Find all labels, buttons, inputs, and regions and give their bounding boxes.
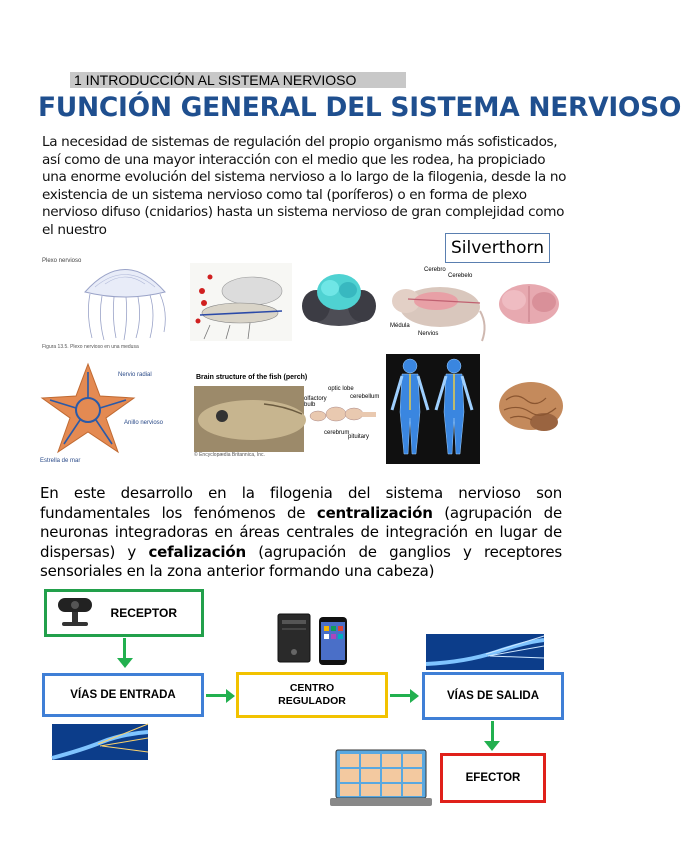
intro-line: el nuestro <box>42 221 107 238</box>
computer-tower-icon <box>276 612 312 664</box>
rat-label: Cerebelo <box>448 273 473 279</box>
term-cephalization: cefalización <box>148 542 246 561</box>
jellyfish-caption: Figura 13.5. Plexo nervioso en una medusa <box>42 344 139 350</box>
fish-brain-label: pituitary <box>348 434 370 440</box>
regulator-label: CENTRO <box>289 682 335 694</box>
jellyfish-label: Plexo nervioso <box>42 258 82 264</box>
insect-figure <box>190 263 292 341</box>
rat-label: Cerebro <box>424 267 446 273</box>
arrowhead <box>410 689 419 703</box>
intro-paragraph <box>42 134 570 239</box>
human-brain-figure <box>496 378 566 438</box>
fish-brain-label: optic lobe <box>328 386 354 392</box>
human-body-illustration <box>386 354 480 464</box>
intro-line: La necesidad de sistemas de regulación del propio organismo más sofisticados, <box>42 134 558 150</box>
insect-illustration <box>190 263 292 341</box>
fish-brain-label: cerebrum <box>324 430 350 436</box>
intro-line: una enorme evolución del sistema nervioso a lo largo de la filogenia, desde la no <box>42 169 567 185</box>
arrowhead <box>226 689 235 703</box>
regulator-label: REGULADOR <box>278 695 346 707</box>
brain-model-figure <box>298 268 380 330</box>
mammal-brain-illustration <box>496 278 562 332</box>
arrow-receptor-down <box>123 638 126 660</box>
fiber-optic-image <box>52 724 148 760</box>
rat-label: Médula <box>390 323 410 329</box>
starfish-label: Anillo nervioso <box>124 420 164 426</box>
rat-figure <box>388 263 492 343</box>
effector-label: EFECTOR <box>465 772 521 784</box>
arrow-regulator-to-output <box>390 694 412 697</box>
mammal-brain-figure <box>496 278 562 332</box>
fish-brain-title: Brain structure of the fish (perch) <box>196 374 308 381</box>
human-brain-illustration <box>496 378 566 438</box>
fish-brain-label: olfactory bulb <box>304 396 327 408</box>
arrowhead <box>117 658 133 668</box>
page-title: FUNCIÓN GENERAL DEL SISTEMA NERVIOSO <box>38 92 681 123</box>
rat-label: Nervios <box>418 331 439 337</box>
fish-brain-figure <box>190 372 380 460</box>
development-text: En este desarrollo en la filogenia del sistema nervioso son fundamentales los fenómenos de <box>40 484 562 522</box>
intro-line: existencia de un sistema nervioso como tal (poríferos) o en forma de plexo <box>42 186 527 203</box>
section-header: 1 INTRODUCCIÓN AL SISTEMA NERVIOSO <box>70 72 406 88</box>
smartphone-icon <box>318 616 348 666</box>
fish-illustration <box>194 386 304 452</box>
development-text: (agrupación de neuronas integradoras en áreas centrales de integración en lugar de dispersas) y <box>40 503 562 561</box>
intro-line: así como de una mayor interacción con el medio que les rodea, ha propiciado <box>42 151 546 168</box>
arrowhead <box>484 741 500 751</box>
receptor-label: RECEPTOR <box>110 606 177 620</box>
intro-line: nervioso difuso (cnidarios) hasta un sistema nervioso de gran complejidad como <box>42 204 565 220</box>
source-label: Silverthorn <box>445 233 550 263</box>
fish-brain-label: cerebellum <box>350 394 380 400</box>
starfish-caption: Estrella de mar <box>40 458 81 464</box>
output-pathways-label: VÍAS DE SALIDA <box>446 690 539 702</box>
brain-model-illustration <box>298 268 380 330</box>
arrow-input-to-regulator <box>206 694 228 697</box>
jellyfish-figure <box>40 252 180 352</box>
input-pathways-label: VÍAS DE ENTRADA <box>70 689 176 701</box>
term-centralization: centralización <box>316 503 433 522</box>
fiber-optic-image <box>426 634 544 670</box>
video-call-laptop-image <box>330 748 432 808</box>
effector-box <box>440 753 546 803</box>
starfish-figure <box>38 358 166 468</box>
jellyfish-illustration <box>70 252 180 342</box>
input-pathways-box <box>42 673 204 717</box>
output-pathways-box <box>422 672 564 720</box>
human-nervous-system-figure <box>386 354 480 464</box>
regulator-box <box>236 672 388 718</box>
webcam-icon <box>52 594 98 630</box>
arrow-output-down <box>491 721 494 743</box>
development-paragraph <box>40 484 562 582</box>
development-text: (agrupación de ganglios y receptores sensoriales en la zona anterior formando una cabeza) <box>40 542 562 580</box>
rat-illustration <box>388 263 492 343</box>
fish-brain-credit: © Encyclopædia Britannica, Inc. <box>194 452 265 458</box>
starfish-label: Nervio radial <box>118 372 152 378</box>
